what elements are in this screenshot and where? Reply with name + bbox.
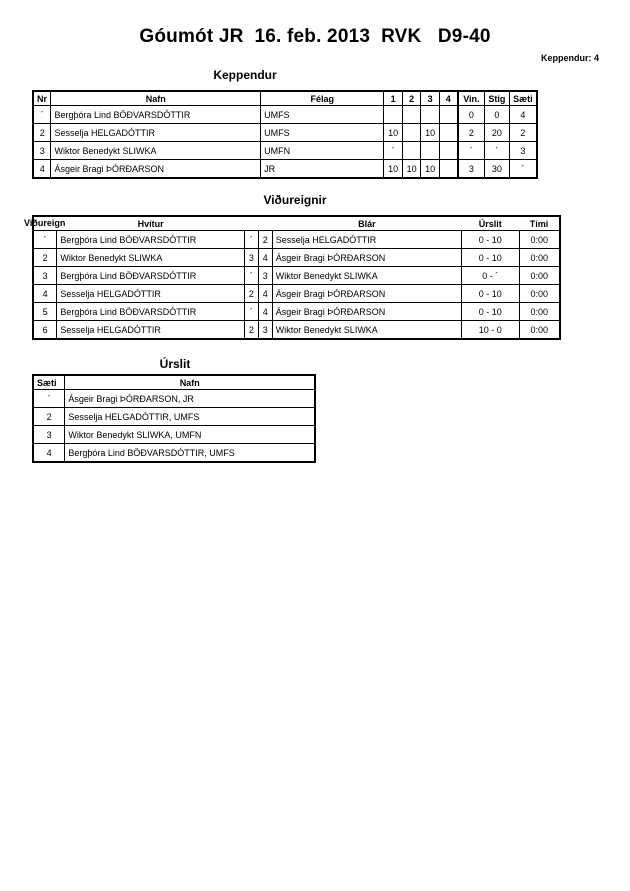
header-name: Nafn — [51, 91, 261, 106]
result-row — [33, 390, 315, 408]
participant-count: Keppendur: 4 — [540, 53, 599, 63]
player-name: Wiktor Benedykt SLIWKA — [51, 142, 261, 160]
player-name: Bergþóra Lind BÖÐVARSDÓTTIR — [51, 106, 261, 124]
player-round-3: 10 — [421, 160, 439, 179]
match-blue-nr: 3 — [258, 321, 272, 340]
players-heading: Keppendur — [213, 68, 277, 82]
match-row — [33, 231, 560, 249]
match-result: 0 - 10 — [461, 285, 519, 303]
match-result: 10 - 0 — [461, 321, 519, 340]
match-white-nr: 3 — [244, 249, 258, 267]
player-points: 0 — [485, 106, 510, 124]
player-nr: 3 — [33, 142, 51, 160]
player-place: 3 — [509, 142, 537, 160]
header-nr: Nr — [33, 91, 51, 106]
match-blue-player: Sesselja HELGADÓTTIR — [272, 231, 461, 249]
match-nr: 3 — [33, 267, 57, 285]
result-name: Ásgeir Bragi ÞÓRÐARSON, JR — [65, 390, 315, 408]
player-round-4 — [439, 160, 457, 179]
match-white-player: Sesselja HELGADÓTTIR — [57, 321, 244, 340]
player-row — [33, 124, 537, 142]
player-row — [33, 142, 537, 160]
match-row — [33, 285, 560, 303]
match-row — [33, 249, 560, 267]
match-blue-nr: 4 — [258, 285, 272, 303]
matches-heading: Viðureignir — [263, 193, 327, 207]
matches-table — [24, 215, 561, 340]
match-white-player: Bergþóra Lind BÖÐVARSDÓTTIR — [57, 303, 244, 321]
match-nr: 5 — [33, 303, 57, 321]
player-points: ´ — [485, 142, 510, 160]
match-white-player: Bergþóra Lind BÖÐVARSDÓTTIR — [57, 267, 244, 285]
header-wins: Vin. — [458, 91, 485, 106]
match-time: 0:00 — [519, 231, 560, 249]
header-results-place: Sæti — [33, 375, 65, 390]
player-wins: 2 — [458, 124, 485, 142]
match-time: 0:00 — [519, 285, 560, 303]
match-blue-player: Ásgeir Bragi ÞÓRÐARSON — [272, 285, 461, 303]
player-place: 2 — [509, 124, 537, 142]
result-name: Wiktor Benedykt SLIWKA, UMFN — [65, 426, 315, 444]
player-round-3 — [421, 142, 439, 160]
match-nr: 2 — [33, 249, 57, 267]
player-round-2 — [402, 142, 420, 160]
player-round-3 — [421, 106, 439, 124]
player-round-2: 10 — [402, 160, 420, 179]
match-white-nr: ´ — [244, 231, 258, 249]
match-time: 0:00 — [519, 267, 560, 285]
result-place: 4 — [33, 444, 65, 463]
player-round-1 — [384, 106, 402, 124]
page-title: Góumót JR 16. feb. 2013 RVK D9-40 — [139, 26, 491, 47]
results-heading: Úrslit — [159, 357, 191, 371]
player-round-4 — [439, 142, 457, 160]
matches-header-row — [33, 216, 560, 231]
player-round-1: ´ — [384, 142, 402, 160]
player-round-2 — [402, 124, 420, 142]
player-wins: ´ — [458, 142, 485, 160]
match-row — [33, 321, 560, 340]
match-time: 0:00 — [519, 321, 560, 340]
match-nr: 6 — [33, 321, 57, 340]
players-table — [32, 90, 538, 179]
header-round-2: 2 — [402, 91, 420, 106]
player-round-1: 10 — [384, 124, 402, 142]
match-blue-player: Wiktor Benedykt SLIWKA — [272, 321, 461, 340]
header-time: Tími — [529, 218, 549, 229]
player-place: ´ — [509, 160, 537, 179]
player-club: UMFS — [261, 124, 384, 142]
match-blue-player: Ásgeir Bragi ÞÓRÐARSON — [272, 249, 461, 267]
match-nr: ´ — [33, 231, 57, 249]
header-round-4: 4 — [439, 91, 457, 106]
header-result: Úrslit — [478, 218, 502, 229]
player-place: 4 — [509, 106, 537, 124]
result-row — [33, 426, 315, 444]
match-time: 0:00 — [519, 303, 560, 321]
match-blue-nr: 3 — [258, 267, 272, 285]
match-white-nr: ´ — [244, 303, 258, 321]
player-name: Ásgeir Bragi ÞÓRÐARSON — [51, 160, 261, 179]
player-round-3: 10 — [421, 124, 439, 142]
player-round-4 — [439, 106, 457, 124]
player-nr: 4 — [33, 160, 51, 179]
match-white-player: Sesselja HELGADÓTTIR — [57, 285, 244, 303]
player-round-1: 10 — [384, 160, 402, 179]
player-round-4 — [439, 124, 457, 142]
match-white-nr: ´ — [244, 267, 258, 285]
player-points: 20 — [485, 124, 510, 142]
header-blue: Blár — [358, 218, 376, 229]
player-nr: 2 — [33, 124, 51, 142]
player-round-2 — [402, 106, 420, 124]
header-match: Viðureign — [24, 218, 66, 228]
result-place: 2 — [33, 408, 65, 426]
match-nr: 4 — [33, 285, 57, 303]
result-name: Sesselja HELGADÓTTIR, UMFS — [65, 408, 315, 426]
match-result: 0 - 10 — [461, 231, 519, 249]
results-table — [32, 374, 316, 463]
match-result: 0 - 10 — [461, 303, 519, 321]
result-place: ´ — [33, 390, 65, 408]
match-result: 0 - ´ — [461, 267, 519, 285]
match-row — [33, 303, 560, 321]
match-white-player: Bergþóra Lind BÖÐVARSDÓTTIR — [57, 231, 244, 249]
header-round-3: 3 — [421, 91, 439, 106]
match-white-player: Wiktor Benedykt SLIWKA — [57, 249, 244, 267]
player-club: JR — [261, 160, 384, 179]
result-row — [33, 408, 315, 426]
match-row — [33, 267, 560, 285]
player-points: 30 — [485, 160, 510, 179]
match-result: 0 - 10 — [461, 249, 519, 267]
match-white-nr: 2 — [244, 321, 258, 340]
match-time: 0:00 — [519, 249, 560, 267]
player-row — [33, 106, 537, 124]
match-blue-nr: 2 — [258, 231, 272, 249]
player-row — [33, 160, 537, 179]
header-round-1: 1 — [384, 91, 402, 106]
match-white-nr: 2 — [244, 285, 258, 303]
header-club: Félag — [261, 91, 384, 106]
player-club: UMFN — [261, 142, 384, 160]
player-wins: 3 — [458, 160, 485, 179]
player-name: Sesselja HELGADÓTTIR — [51, 124, 261, 142]
player-club: UMFS — [261, 106, 384, 124]
match-blue-player: Ásgeir Bragi ÞÓRÐARSON — [272, 303, 461, 321]
result-place: 3 — [33, 426, 65, 444]
match-blue-nr: 4 — [258, 249, 272, 267]
match-blue-nr: 4 — [258, 303, 272, 321]
player-wins: 0 — [458, 106, 485, 124]
header-results-name: Nafn — [65, 375, 315, 390]
player-nr: ´ — [33, 106, 51, 124]
header-white: Hvítur — [137, 218, 164, 229]
header-points: Stig — [485, 91, 510, 106]
players-header-row — [33, 91, 537, 106]
result-row — [33, 444, 315, 463]
results-header-row — [33, 375, 315, 390]
match-blue-player: Wiktor Benedykt SLIWKA — [272, 267, 461, 285]
header-place: Sæti — [509, 91, 537, 106]
result-name: Bergþóra Lind BÖÐVARSDÓTTIR, UMFS — [65, 444, 315, 463]
